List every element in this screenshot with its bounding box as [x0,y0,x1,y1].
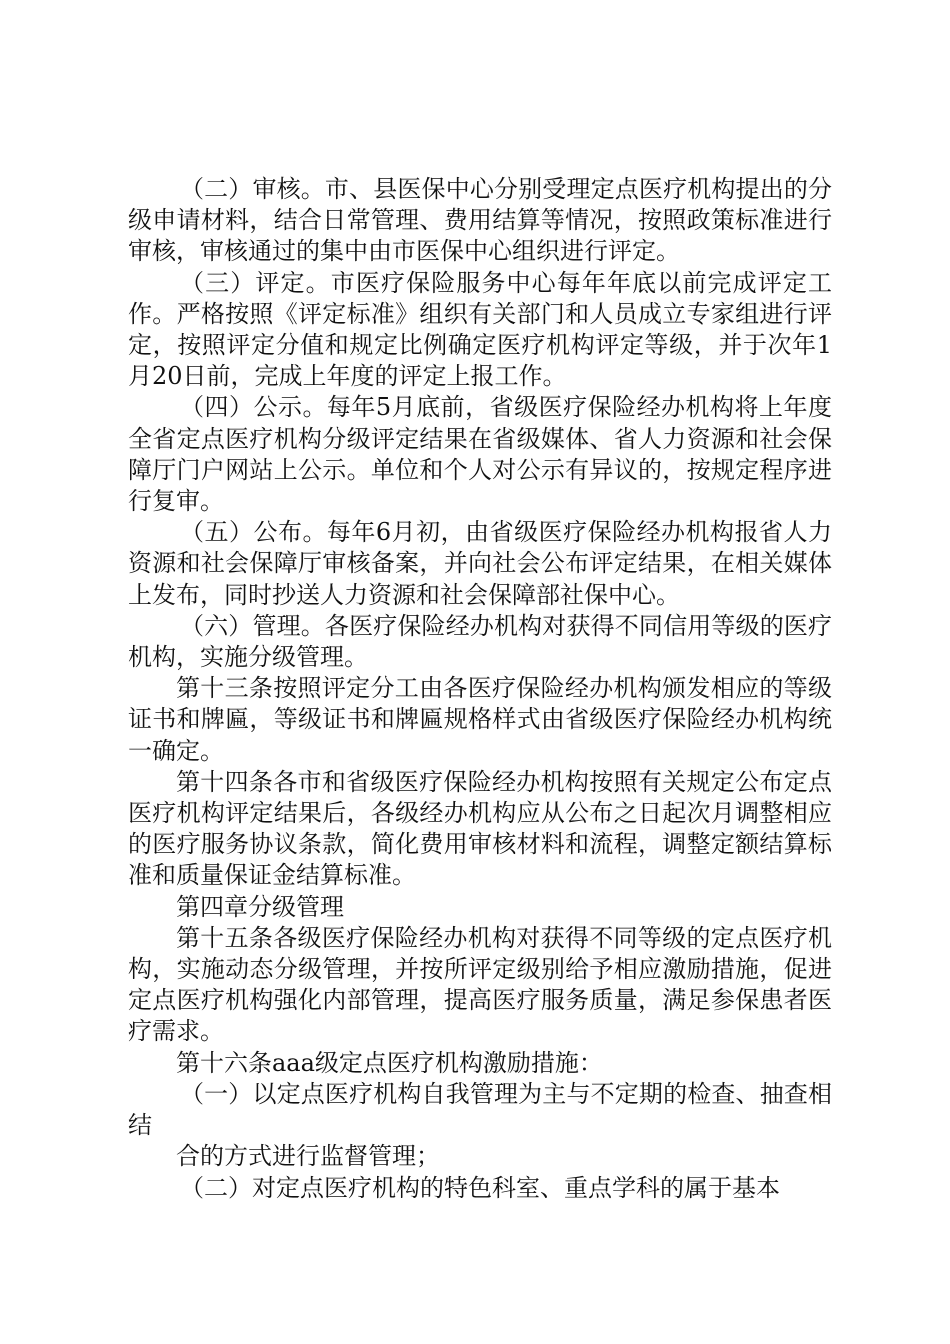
chapter-heading: 第四章分级管理 [176,892,344,921]
paragraph-article-16: 第十六条aaa级定点医疗机构激励措施： [176,1048,603,1077]
list-item-1-continued: 合的方式进行监督管理； [176,1142,440,1171]
paragraph-article-15: 第十五条各级医疗保险经办机构对获得不同等级的定点医疗机构，实施动态分级管理，并按所评定级别给予相应激励措施，促进定点医疗机构强化内部管理，提高医疗服务质量，满足参保患者医疗需求。 [128,923,832,1046]
list-item-2: （二）对定点医疗机构的特色科室、重点学科的属于基本 [180,1173,780,1202]
paragraph-publicity: （四）公示。每年5月底前，省级医疗保险经办机构将上年度全省定点医疗机构分级评定结果在省级媒体、省人力资源和社会保障厅门户网站上公示。单位和个人对公示有异议的，按规定程序进行复审。 [128,393,832,516]
paragraph-article-14: 第十四条各市和省级医疗保险经办机构按照有关规定公布定点医疗机构评定结果后，各级经办机构应从公布之日起次月调整相应的医疗服务协议条款，简化费用审核材料和流程，调整定额结算标准和质量保证金结算标准。 [128,767,832,890]
document-body [128,174,832,1204]
paragraph-review: （二）审核。市、县医保中心分别受理定点医疗机构提出的分级申请材料，结合日常管理、费用结算等情况，按照政策标准进行审核，审核通过的集中由市医保中心组织进行评定。 [128,175,832,266]
paragraph-announcement: （五）公布。每年6月初，由省级医疗保险经办机构报省人力资源和社会保障厅审核备案，并向社会公布评定结果，在相关媒体上发布，同时抄送人力资源和社会保障部社保中心。 [128,518,832,609]
list-item-1: （一）以定点医疗机构自我管理为主与不定期的检查、抽查相结 [128,1079,832,1140]
paragraph-evaluation: （三）评定。市医疗保险服务中心每年年底以前完成评定工作。严格按照《评定标准》组织有关部门和人员成立专家组进行评定，按照评定分值和规定比例确定医疗机构评定等级，并于次年1月20日前，完成上年度的评定上报工作。 [128,268,832,391]
paragraph-management: （六）管理。各医疗保险经办机构对获得不同信用等级的医疗机构，实施分级管理。 [128,611,832,672]
paragraph-article-13: 第十三条按照评定分工由各医疗保险经办机构颁发相应的等级证书和牌匾，等级证书和牌匾规格样式由省级医疗保险经办机构统一确定。 [128,674,832,765]
